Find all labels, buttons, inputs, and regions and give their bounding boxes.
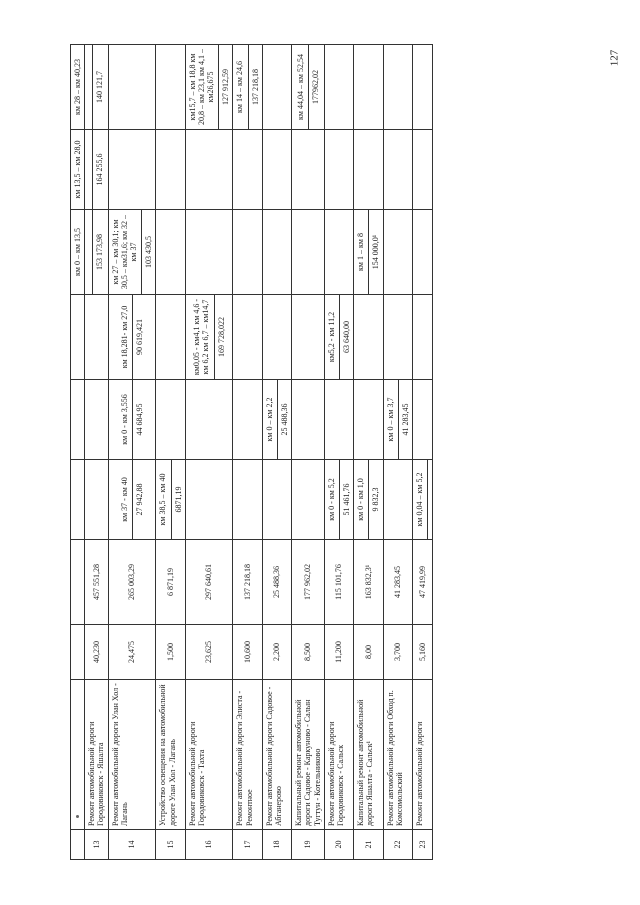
segment-range: км 18,281- км 27,0: [119, 305, 129, 369]
segment-range: км 1 – км 8: [356, 233, 366, 271]
segment-cell: [354, 45, 383, 130]
segment-cell: [156, 380, 185, 460]
table-row: [324, 45, 353, 860]
segment-cell: [354, 295, 383, 380]
road-length: 5,160: [412, 625, 432, 680]
total-cost: 6 871,19: [156, 540, 185, 625]
segment-cell: [292, 45, 325, 130]
segment-cell: [185, 460, 233, 540]
segment-cell: [262, 130, 291, 210]
segment-range: км 14 – км 24,6: [235, 61, 245, 113]
segment-cell: [233, 130, 262, 210]
segment-cell: [156, 130, 185, 210]
segment-cost: 41 283,45: [398, 380, 412, 459]
road-length: 8,500: [292, 625, 325, 680]
segment-cell: [324, 210, 353, 295]
row-number: 18: [262, 830, 291, 860]
header-row: [71, 45, 85, 860]
page-number: 127: [607, 49, 620, 67]
segment-cell: [383, 210, 412, 295]
segment-cell: [185, 45, 233, 130]
segment-cell: [324, 45, 353, 130]
segment-range: км 0 - км 3,556: [119, 394, 129, 445]
rotated-table-wrapper: [70, 45, 570, 860]
segment-cell: [324, 380, 353, 460]
segment-cell: [262, 460, 291, 540]
road-length: 11,200: [324, 625, 353, 680]
table-row: [262, 45, 291, 860]
header-cell: км 13,5 – км 28,0: [71, 130, 85, 210]
segment-range: км15,7 – км 18,8 км 20,8 – км 23,1 км 4,1 – км26,675: [187, 49, 216, 125]
segment-cost: 127 912,59: [218, 45, 232, 129]
segment-cost: 137 218,18: [248, 45, 262, 129]
road-name: Ремонт автомобильной дороги Улан Хол - Лагань: [108, 680, 156, 830]
segment-cell: [412, 380, 432, 460]
segment-cell: [185, 380, 233, 460]
segment-cell: [262, 45, 291, 130]
segment-cell: [324, 130, 353, 210]
segment-cell: [292, 295, 325, 380]
segment-cost: [427, 460, 432, 539]
road-name: Ремонт автомобильной дороги Обход п. Комсомольский: [383, 680, 412, 830]
segment-cost: 103 430,5: [141, 210, 155, 294]
table-row: [85, 45, 108, 860]
segment-cell: [383, 130, 412, 210]
total-cost: 115 101,76: [324, 540, 353, 625]
row-number: 21: [354, 830, 383, 860]
segment-cost: 154 000,0¹: [368, 210, 382, 294]
road-length: 1,500: [156, 625, 185, 680]
segment-range: км5,2 - км 11,2: [326, 311, 336, 363]
row-number: 14: [108, 830, 156, 860]
segment-cell: [262, 295, 291, 380]
segment-cell: [108, 130, 156, 210]
table-row: [233, 45, 262, 860]
segment-cell: [156, 210, 185, 295]
table-row: [108, 45, 156, 860]
segment-cell: [85, 295, 108, 380]
segment-cell: [233, 460, 262, 540]
segment-cell: [233, 210, 262, 295]
row-number: 23: [412, 830, 432, 860]
road-name: Капитальный ремонт автомобильной дороги Садовое - Каркуново - Салын Тугтун - Котельниково: [292, 680, 325, 830]
segment-cell: [292, 460, 325, 540]
segment-cell: [354, 380, 383, 460]
road-name: Ремонт автомобильной дороги Садовое - Абганерово: [262, 680, 291, 830]
road-name: Ремонт автомобильной дороги Элиста - Ремонтное: [233, 680, 262, 830]
segment-cell: [292, 380, 325, 460]
segment-range: км 27 – км 30,1; км 30,5 – км31,6; км 32 – км 37: [110, 214, 138, 290]
segment-cell: [233, 45, 262, 130]
segment-cell: [262, 210, 291, 295]
segment-range: км 0,04 – км 5,2: [414, 472, 424, 527]
segment-cell: [85, 45, 108, 130]
segment-cell: [233, 295, 262, 380]
segment-cell: [85, 460, 108, 540]
road-repair-table: [70, 44, 433, 860]
segment-range: км 38,5 – км 40: [158, 473, 168, 526]
table-row: [292, 45, 325, 860]
total-cost: 47 419,99: [412, 540, 432, 625]
road-name: Ремонт автомобильной дороги: [412, 680, 432, 830]
segment-cost: 153 173,98: [92, 210, 106, 294]
total-cost: 137 218,18: [233, 540, 262, 625]
segment-cell: [354, 130, 383, 210]
road-length: 2,200: [262, 625, 291, 680]
row-number: 20: [324, 830, 353, 860]
segment-cost: 9 832,3: [368, 460, 382, 539]
table-row: [185, 45, 233, 860]
table-row: [354, 45, 383, 860]
scan-mark: [76, 815, 79, 818]
document-page: [70, 45, 570, 860]
segment-cell: [383, 45, 412, 130]
row-number: 13: [85, 830, 108, 860]
segment-range: км0,05 - км4,1 км 4,6 - км 6,2 км 6,7 – км14,7: [192, 298, 211, 376]
segment-cell: [412, 210, 432, 295]
road-length: 8,00: [354, 625, 383, 680]
segment-cell: [108, 45, 156, 130]
table-row: [156, 45, 185, 860]
row-number: 19: [292, 830, 325, 860]
segment-cost: 25 488,36: [277, 380, 291, 459]
segment-cost: 164 255,6: [92, 130, 106, 209]
segment-cell: [412, 45, 432, 130]
segment-cell: [185, 130, 233, 210]
segment-cell: [324, 295, 353, 380]
segment-range: км 0 – км 2,2: [264, 397, 274, 442]
segment-range: км 0 - км 1,0: [356, 478, 366, 521]
segment-cell: [108, 295, 156, 380]
segment-cell: [383, 295, 412, 380]
header-cell: км 28 – км 40,23: [71, 45, 85, 130]
segment-cell: [412, 130, 432, 210]
road-name: Ремонт автомобильной дороги Городовиковск - Тахта: [185, 680, 233, 830]
road-length: 24,475: [108, 625, 156, 680]
total-cost: 25 488,36: [262, 540, 291, 625]
table-row: [412, 45, 432, 860]
segment-cell: [412, 295, 432, 380]
road-length: 3,700: [383, 625, 412, 680]
segment-cell: [156, 45, 185, 130]
total-cost: 297 640,61: [185, 540, 233, 625]
segment-cost: 169 728,022: [214, 295, 228, 379]
road-length: 23,625: [185, 625, 233, 680]
row-number: 22: [383, 830, 412, 860]
segment-range: км 37 - км 40: [119, 477, 129, 522]
segment-cell: [85, 380, 108, 460]
segment-cell: [292, 210, 325, 295]
segment-cell: [85, 130, 108, 210]
segment-cost: 44 684,95: [132, 380, 146, 459]
segment-cell: [383, 380, 412, 460]
segment-cell: [185, 295, 233, 380]
row-number: 15: [156, 830, 185, 860]
segment-cost: 27 942,88: [132, 460, 146, 539]
segment-cost: 51 461,76: [339, 460, 353, 539]
road-name: Капитальный ремонт автомобильной дороги Яшалта - Сальск¹: [354, 680, 383, 830]
header-cell: км 0 – км 13,5: [71, 210, 85, 295]
road-name: Ремонт автомобильной дороги Городовиковск - Яшалта: [85, 680, 108, 830]
total-cost: 177 962,02: [292, 540, 325, 625]
segment-range: км 0 – км 3,7: [385, 397, 395, 442]
total-cost: 265 003,29: [108, 540, 156, 625]
segment-cell: [156, 460, 185, 540]
total-cost: 163 832,3¹: [354, 540, 383, 625]
segment-cell: [262, 380, 291, 460]
segment-cell: [383, 460, 412, 540]
segment-cell: [354, 460, 383, 540]
segment-cost: 6871,19: [171, 460, 185, 539]
segment-cell: [354, 210, 383, 295]
segment-cell: [233, 380, 262, 460]
segment-cell: [85, 210, 108, 295]
segment-range: км 0 - км 5,2: [326, 478, 336, 521]
segment-cell: [108, 210, 156, 295]
total-cost: 457 551,28: [85, 540, 108, 625]
segment-range: км 44,04 – км 52,54: [295, 54, 305, 120]
road-name: Ремонт автомобильной дороги Городовиковск - Сальск: [324, 680, 353, 830]
road-length: 40,230: [85, 625, 108, 680]
segment-cell: [324, 460, 353, 540]
table-row: [383, 45, 412, 860]
segment-cell: [108, 380, 156, 460]
segment-cost: 90 619,421: [132, 295, 146, 379]
segment-cell: [108, 460, 156, 540]
row-number: 16: [185, 830, 233, 860]
segment-cost: 140 121,7: [92, 45, 106, 129]
segment-cell: [292, 130, 325, 210]
segment-cost: 63 640,00: [339, 295, 353, 379]
segment-cell: [412, 460, 432, 540]
segment-cell: [156, 295, 185, 380]
row-number: 17: [233, 830, 262, 860]
road-name: Устройство освещения на автомобильной дороге Улан Хол - Лагань: [156, 680, 185, 830]
segment-cost: 177962,02: [308, 45, 322, 129]
segment-cell: [185, 210, 233, 295]
road-length: 10,600: [233, 625, 262, 680]
total-cost: 41 283,45: [383, 540, 412, 625]
